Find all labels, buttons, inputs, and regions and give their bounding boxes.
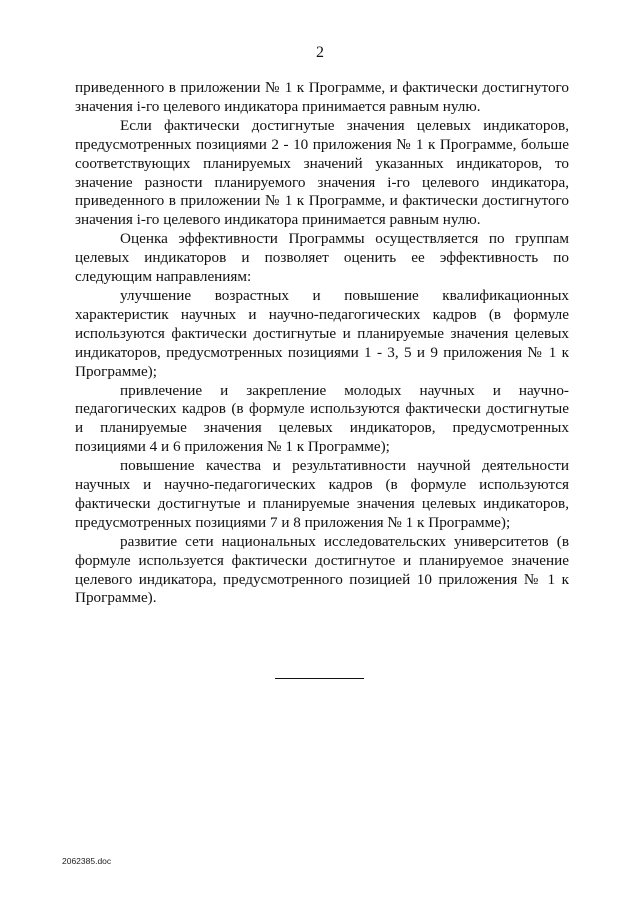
paragraph-continuation: приведенного в приложении № 1 к Программе, и фактически достигнутого значения i-го целевого индикатора принимается равным нулю. <box>75 79 569 115</box>
list-item-research-quality: повышение качества и результативности научной деятельности научных и научно-педагогических кадров (в формуле используются фактически достигнутые и планируемые значения целевых индикаторов, предусмотренных позициями 7 и 8 приложения № 1 к Программе); <box>75 457 569 531</box>
end-separator-line <box>275 678 364 679</box>
footer-file-reference: 2062385.doc <box>62 856 112 866</box>
document-body <box>75 79 569 608</box>
page-number: 2 <box>316 44 324 61</box>
list-item-age-qualification: улучшение возрастных и повышение квалификационных характеристик научных и научно-педагогических кадров (в формуле используются фактически достигнутые и планируемые значения целевых индикаторов, предусмотренных позициями 1 - 3, 5 и 9 приложения № 1 к Программе); <box>75 286 569 380</box>
list-item-research-universities: развитие сети национальных исследовательских университетов (в формуле используется фактически достигнутое и планируемое значение целевого индикатора, предусмотренного позицией 10 приложения № 1 к Программе). <box>75 532 569 607</box>
paragraph-evaluation-intro: Оценка эффективности Программы осуществляется по группам целевых индикаторов и позволяет оценить ее эффективность по следующим направлениям: <box>75 230 569 286</box>
list-item-young-staff: привлечение и закрепление молодых научных и научно-педагогических кадров (в формуле используются фактически достигнутые и планируемые значения целевых индикаторов, предусмотренных позициями 4 и 6 приложения № 1 к Программе); <box>75 381 569 456</box>
paragraph-condition: Если фактически достигнутые значения целевых индикаторов, предусмотренных позициями 2 - 10 приложения № 1 к Программе, больше соответствующих планируемых значений указанных индикаторов, то значение разности планируемого значения i-го целевого индикатора, приведенного в приложении № 1 к Программе, и фактически достигнутого значения i-го целевого индикатора принимается равным нулю. <box>75 116 569 229</box>
